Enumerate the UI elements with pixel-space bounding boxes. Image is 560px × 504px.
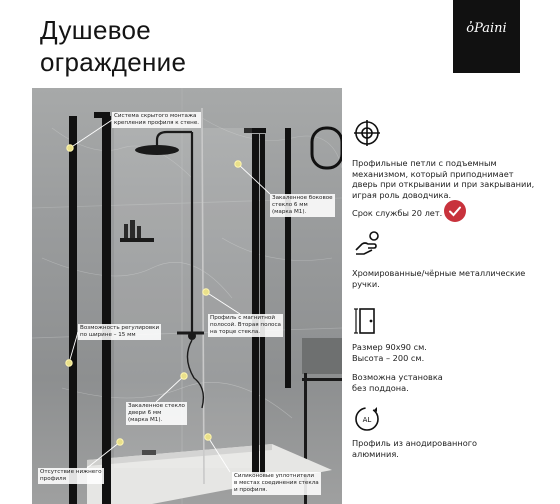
feature-profile-text: Профиль из анодированного алюминия. [352, 438, 478, 459]
feature-size-text: Размер 90х90 см. Высота – 200 см. [352, 342, 427, 363]
feature-handle-text: Хромированные/чёрные металлические ручки. [352, 268, 526, 289]
callout-hidden-mount: Система скрытого монтажа крепления профиля к стене. [114, 113, 200, 126]
title-line-1: Душевое [40, 15, 152, 45]
hinge-icon [352, 118, 382, 148]
title-line-2: ограждение [40, 47, 187, 77]
checkmark-icon [444, 200, 466, 222]
callout-side-glass: Закаленное боковое стекло 6 мм (марка М1). [272, 195, 333, 215]
aluminium-icon [352, 404, 382, 434]
feature-tray-text: Возможна установка без поддона. [352, 372, 443, 393]
brand-logo [453, 0, 520, 73]
shower-illustration [32, 88, 342, 504]
callout-magnet-profile: Профиль с магнитной полосой. Вторая полоса на торце стекла. [210, 315, 281, 335]
callout-width-adjust: Возможность регулировки по ширине – 15 мм [80, 325, 160, 338]
callout-door-glass: Закаленное стекло двери 6 мм (марка М1). [128, 403, 185, 423]
feature-hinge-text: Профильные петли с подъемным механизмом, который приподнимает дверь при открывании и при закрывании, играя роль доводчика. [352, 158, 535, 200]
feature-life-text: Срок службы 20 лет. [352, 208, 443, 218]
page-title [40, 14, 186, 78]
hand-icon [352, 228, 382, 258]
svg-text:AL: AL [362, 416, 372, 424]
size-icon [352, 306, 382, 336]
logo-text: ὀPaini [466, 21, 507, 36]
callout-silicone-seals: Силиконовые уплотнители в местах соединения стекла и профиля. [234, 473, 319, 493]
callout-no-lower-profile: Отсутствие нижнего профиля [40, 469, 102, 482]
product-photo [32, 88, 342, 504]
